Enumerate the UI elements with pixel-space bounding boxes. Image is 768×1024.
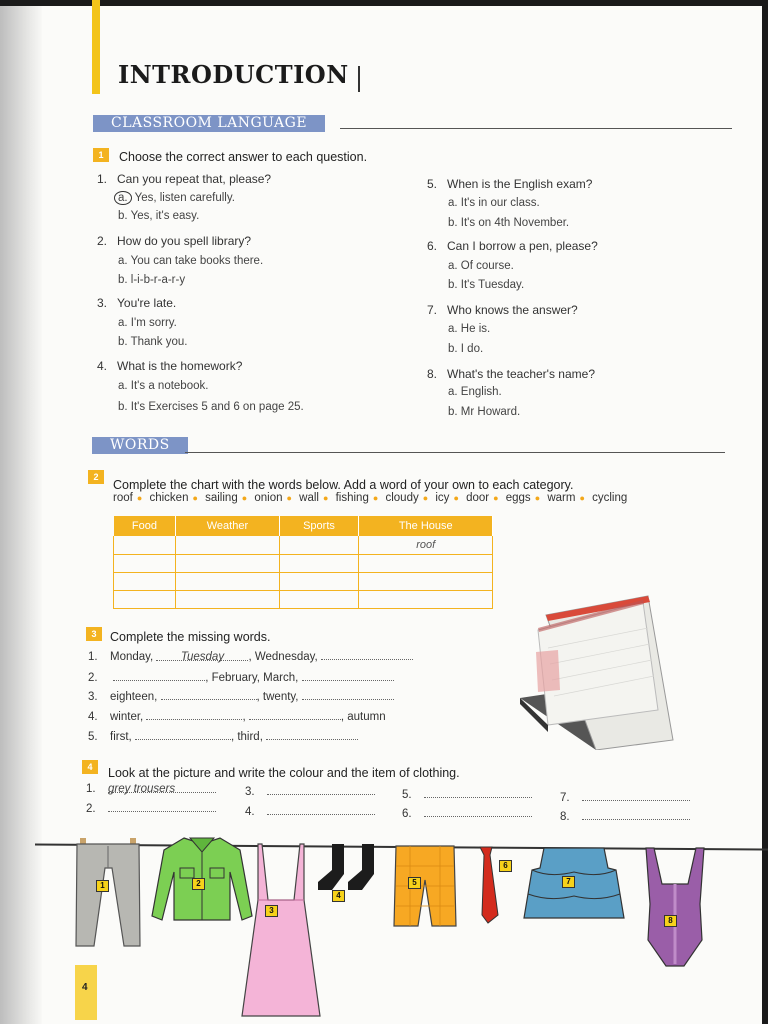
- clothing-answer-8: 8.: [560, 810, 690, 823]
- yellow-shorts-illustration: [392, 840, 458, 930]
- clothing-label-3: 3: [265, 905, 278, 917]
- chart-cell[interactable]: [359, 572, 493, 590]
- answer-blank[interactable]: [302, 690, 394, 700]
- title-divider: [358, 66, 360, 92]
- exercise-number-badge: 4: [82, 760, 98, 774]
- fill-line: 3. eighteen, , twenty,: [88, 690, 394, 703]
- page-binding-shadow: [0, 0, 42, 1024]
- section-banner-classroom-language: CLASSROOM LANGUAGE: [93, 115, 325, 132]
- exercise-instruction: Look at the picture and write the colour and the item of clothing.: [108, 766, 460, 780]
- page-title: INTRODUCTION: [118, 60, 349, 89]
- answer-option[interactable]: a. I'm sorry.: [118, 317, 177, 329]
- chart-header-house: The House: [359, 516, 493, 536]
- question: 2. How do you spell library?: [97, 234, 252, 248]
- chart-cell[interactable]: [279, 554, 359, 572]
- answer-option[interactable]: b. Yes, it's easy.: [118, 210, 200, 222]
- exercise-instruction: Complete the chart with the words below. Add a word of your own to each category.: [113, 478, 574, 492]
- answer-option[interactable]: a. Yes, listen carefully.: [118, 191, 235, 205]
- clothing-answer-1: 1. grey trousers: [86, 783, 216, 795]
- clothing-answer-2: 2.: [86, 802, 216, 815]
- answer-option[interactable]: a. English.: [448, 386, 502, 398]
- answer-option[interactable]: a. You can take books there.: [118, 255, 264, 267]
- purple-swimsuit-illustration: [638, 844, 712, 970]
- chart-cell[interactable]: [279, 572, 359, 590]
- clothing-answer-6: 6.: [402, 807, 532, 820]
- chart-cell[interactable]: [279, 536, 359, 554]
- fill-line: 2. , February, March,: [88, 671, 394, 684]
- answer-option[interactable]: b. l-i-b-r-a-r-y: [118, 274, 186, 286]
- title-accent-bar: [92, 0, 100, 94]
- answer-blank[interactable]: [249, 710, 341, 720]
- answer-blank[interactable]: [424, 788, 532, 798]
- answer-option[interactable]: b. It's Tuesday.: [448, 279, 525, 291]
- exercise-number-badge: 2: [88, 470, 104, 484]
- clothing-answer-3: 3.: [245, 785, 375, 798]
- clothing-answer-5: 5.: [402, 788, 532, 801]
- question: 6. Can I borrow a pen, please?: [427, 239, 598, 253]
- question: 7. Who knows the answer?: [427, 303, 578, 317]
- answer-option[interactable]: a. It's a notebook.: [118, 380, 209, 392]
- clothing-label-8: 8: [664, 915, 677, 927]
- answer-blank[interactable]: [582, 810, 690, 820]
- clothing-label-2: 2: [192, 878, 205, 890]
- chart-cell[interactable]: [359, 554, 493, 572]
- question: 1. Can you repeat that, please?: [97, 172, 272, 186]
- exercise-number-badge: 3: [86, 627, 102, 641]
- answer-option[interactable]: b. Thank you.: [118, 336, 188, 348]
- answer-blank[interactable]: [302, 671, 394, 681]
- clothing-label-7: 7: [562, 876, 575, 888]
- answer-blank[interactable]: [161, 690, 257, 700]
- chart-header-sports: Sports: [279, 516, 359, 536]
- question: 4. What is the homework?: [97, 359, 243, 373]
- answer-blank[interactable]: [135, 730, 231, 740]
- page-right-edge: [762, 0, 768, 1024]
- exercise-instruction: Complete the missing words.: [110, 630, 271, 644]
- black-socks-illustration: [314, 840, 384, 896]
- chart-cell[interactable]: [114, 536, 176, 554]
- red-tie-illustration: [474, 845, 502, 925]
- exercise-instruction: Choose the correct answer to each question.: [119, 150, 368, 164]
- page-number: 4: [82, 982, 88, 993]
- answer-blank[interactable]: [267, 805, 375, 815]
- clothing-label-6: 6: [499, 860, 512, 872]
- answer-blank[interactable]: [582, 791, 690, 801]
- answer-option[interactable]: b. Mr Howard.: [448, 406, 521, 418]
- chart-cell[interactable]: [176, 590, 279, 608]
- answer-option[interactable]: b. It's Exercises 5 and 6 on page 25.: [118, 401, 304, 413]
- fill-line: 4. winter, , , autumn: [88, 711, 386, 723]
- word-bank: roof ● chicken ● sailing ● onion ● wall ● fishing ● cloudy ● icy ● door ● eggs ● warm ● cycling: [113, 492, 628, 504]
- fill-line: 5. first, , third,: [88, 730, 358, 743]
- clothing-answer-7: 7.: [560, 791, 690, 804]
- clothing-label-4: 4: [332, 890, 345, 902]
- answer-blank[interactable]: Tuesday: [156, 651, 248, 661]
- answer-blank[interactable]: [113, 671, 205, 681]
- answer-blank[interactable]: [267, 785, 375, 795]
- chart-cell[interactable]: [176, 572, 279, 590]
- chart-cell[interactable]: [176, 554, 279, 572]
- exercise-number-badge: 1: [93, 148, 109, 162]
- question: 5. When is the English exam?: [427, 177, 593, 191]
- answer-option[interactable]: a. It's in our class.: [448, 197, 540, 209]
- answer-blank[interactable]: [321, 650, 413, 660]
- clothing-answer-4: 4.: [245, 805, 375, 818]
- chart-cell[interactable]: [114, 590, 176, 608]
- answer-blank[interactable]: [108, 802, 216, 812]
- chart-cell[interactable]: [176, 536, 279, 554]
- answer-option[interactable]: b. I do.: [448, 343, 484, 355]
- answer-option[interactable]: a. Of course.: [448, 260, 514, 272]
- question: 3. You're late.: [97, 296, 177, 310]
- answer-option[interactable]: b. It's on 4th November.: [448, 217, 570, 229]
- chart-cell[interactable]: [359, 590, 493, 608]
- section-banner-words: WORDS: [92, 437, 188, 454]
- section-rule: [340, 128, 732, 129]
- chart-cell[interactable]: [114, 572, 176, 590]
- answer-blank[interactable]: [266, 730, 358, 740]
- answer-blank[interactable]: grey trousers: [108, 783, 216, 793]
- category-chart: [113, 516, 493, 609]
- question: 8. What's the teacher's name?: [427, 367, 595, 381]
- chart-cell[interactable]: [279, 590, 359, 608]
- answer-blank[interactable]: [146, 710, 242, 720]
- section-rule: [185, 452, 725, 453]
- clothing-label-5: 5: [408, 877, 421, 889]
- answer-option[interactable]: a. He is.: [448, 323, 491, 335]
- desk-calendar-illustration: [508, 590, 678, 750]
- pink-dress-illustration: [238, 840, 324, 1018]
- chart-cell[interactable]: [114, 554, 176, 572]
- chart-cell-example: roof: [359, 536, 493, 554]
- chart-header-food: Food: [114, 516, 176, 536]
- clothing-label-1: 1: [96, 880, 109, 892]
- fill-line: 1. Monday, Tuesday , Wednesday,: [88, 650, 413, 663]
- page-top-edge: [0, 0, 768, 6]
- grey-trousers-illustration: [72, 838, 144, 950]
- chart-header-weather: Weather: [176, 516, 279, 536]
- selected-answer-circle: a.: [114, 191, 132, 205]
- answer-blank[interactable]: [424, 807, 532, 817]
